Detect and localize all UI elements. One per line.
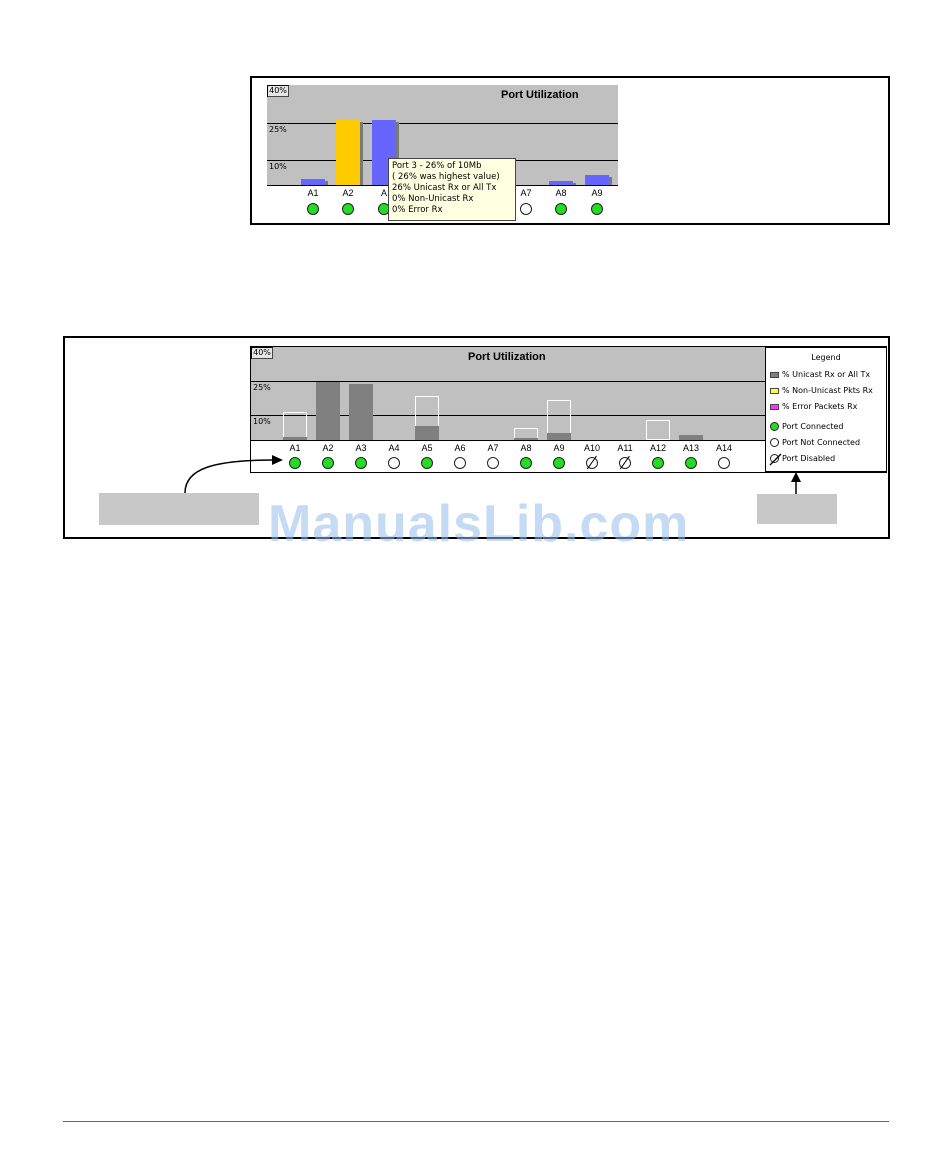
legend-label: Port Connected <box>782 422 844 431</box>
y-tick-10: 10% <box>253 417 271 426</box>
port-label-5: A8 <box>555 188 567 198</box>
legend-label: Port Disabled <box>782 454 836 463</box>
legend-title: Legend <box>811 353 841 362</box>
port-tooltip <box>388 158 516 221</box>
port-status-4-icon[interactable] <box>520 203 532 215</box>
port-label-a12: A12 <box>649 443 666 453</box>
top-figure-frame <box>250 76 890 225</box>
port-label-a10: A10 <box>583 443 600 453</box>
tooltip-line-4: 0% Non-Unicast Rx <box>392 194 474 204</box>
port-status-6-icon[interactable] <box>591 203 603 215</box>
tooltip-line-1: Port 3 - 26% of 10Mb <box>392 161 482 171</box>
port-label-a8: A8 <box>520 443 532 453</box>
port-label-a13: A13 <box>682 443 699 453</box>
legend-label: % Non-Unicast Pkts Rx <box>782 386 873 395</box>
chart-title: Port Utilization <box>468 351 546 363</box>
watermark-text: ManualsLib.com <box>268 495 690 553</box>
top-port-utilization-widget <box>267 85 618 220</box>
bar-a9 <box>585 175 609 185</box>
port-label-a1: A1 <box>289 443 301 453</box>
port-label-4: A7 <box>520 188 532 198</box>
port-label-3: A <box>380 188 387 198</box>
y-tick-10: 10% <box>269 162 287 171</box>
port-label-a9: A9 <box>553 443 565 453</box>
port-label-a7: A7 <box>487 443 499 453</box>
tooltip-line-3: 26% Unicast Rx or All Tx <box>392 183 497 193</box>
y-tick-25: 25% <box>269 125 287 134</box>
port-label-1: A1 <box>307 188 319 198</box>
port-label-a14: A14 <box>715 443 732 453</box>
gridline-25 <box>267 123 618 124</box>
port-label-a11: A11 <box>617 443 633 453</box>
tooltip-line-2: ( 26% was highest value) <box>392 172 500 182</box>
footer-rule <box>63 1121 889 1122</box>
port-status-5-icon[interactable] <box>555 203 567 215</box>
legend-label: % Error Packets Rx <box>782 402 858 411</box>
tooltip-line-5: 0% Error Rx <box>392 205 443 215</box>
bar-a1 <box>301 179 325 185</box>
port-label-a4: A4 <box>388 443 400 453</box>
port-label-6: A9 <box>591 188 603 198</box>
port-status-1-icon[interactable] <box>307 203 319 215</box>
port-label-a5: A5 <box>421 443 433 453</box>
port-status-2-icon[interactable] <box>342 203 354 215</box>
port-label-2: A2 <box>342 188 354 198</box>
port-label-a3: A3 <box>355 443 367 453</box>
chart-title: Port Utilization <box>501 89 579 101</box>
y-tick-25: 25% <box>253 383 271 392</box>
port-label-a6: A6 <box>454 443 466 453</box>
legend-label: % Unicast Rx or All Tx <box>782 370 871 379</box>
legend-label: Port Not Connected <box>782 438 861 447</box>
scale-button[interactable]: 40% <box>251 347 273 359</box>
port-label-a2: A2 <box>322 443 334 453</box>
bar-a2 <box>336 120 360 185</box>
scale-button[interactable]: 40% <box>267 85 289 97</box>
bar-a8 <box>549 181 573 185</box>
